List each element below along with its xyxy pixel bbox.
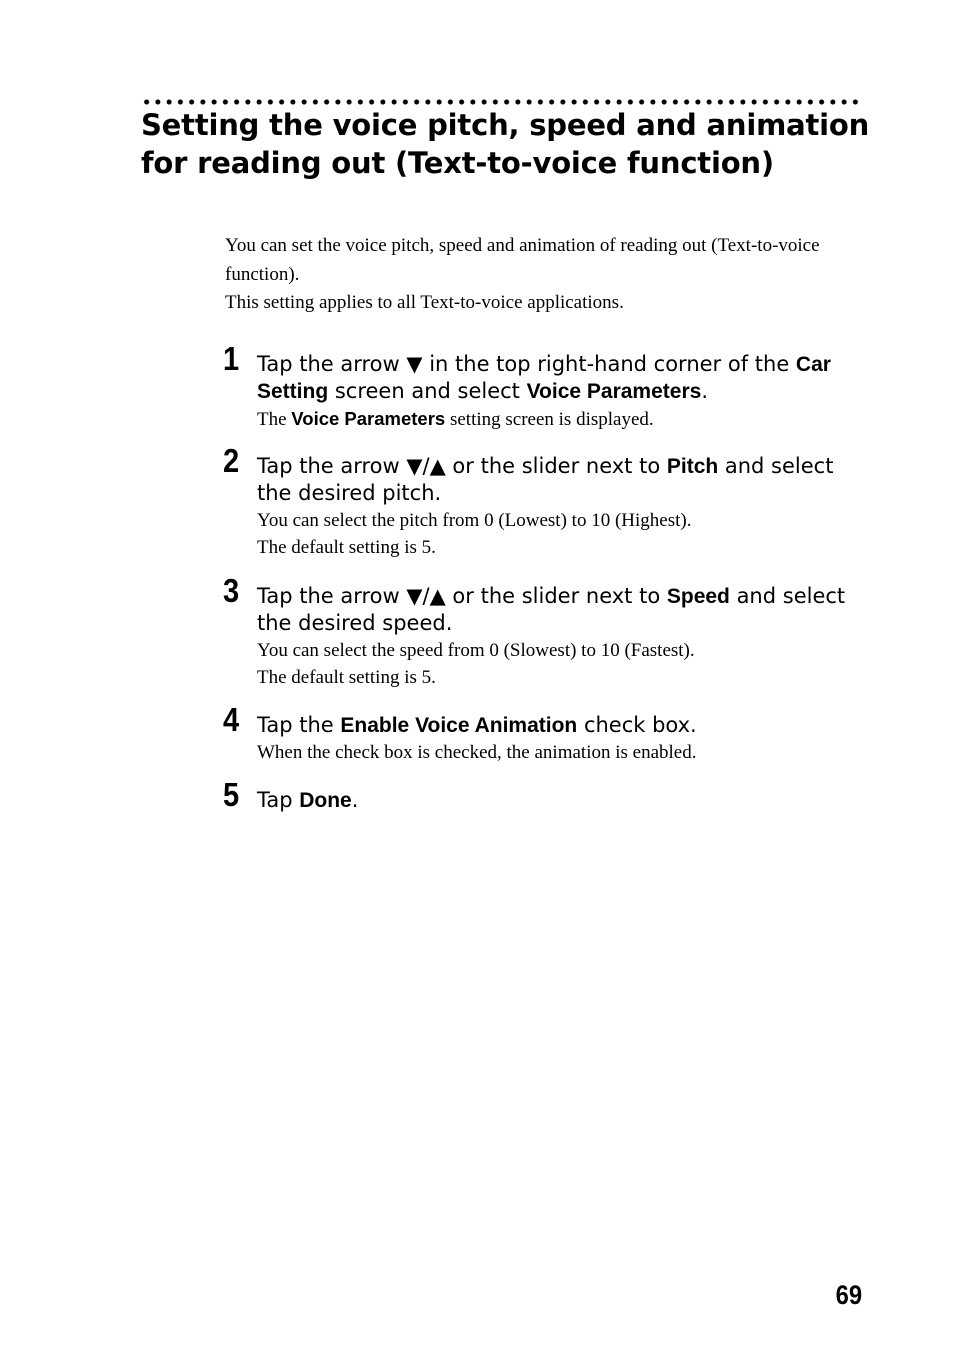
step-note [257,405,867,433]
step-1 [257,351,867,433]
step-3 [257,583,867,691]
step-4 [257,712,867,766]
instruction-text: in the top right-hand corner of the [422,352,796,376]
step-instruction [257,351,867,405]
instruction-text: screen and select [328,379,527,403]
instruction-text: and select the desired speed. [257,584,846,635]
arrow-down-up-icon: ▼/▲ [406,454,446,478]
instruction-text: Tap [257,788,300,812]
step-note: You can select the speed from 0 (Slowest) to 10 (Fastest). [257,640,695,661]
instruction-text: check box. [577,713,697,737]
step-instruction [257,583,867,637]
instruction-text: . [351,788,359,812]
step-number: 2 [223,442,240,479]
instruction-text: Tap the arrow [257,454,407,478]
step-note: The default setting is 5. [257,537,436,558]
enable-voice-animation-label: Enable Voice Animation [340,714,578,737]
car-setting-label: Car Setting [257,353,831,403]
step-number: 4 [223,701,240,738]
step-note: You can select the pitch from 0 (Lowest) to 10 (Highest). [257,510,692,531]
intro-paragraph: You can set the voice pitch, speed and animation of reading out (Text-to-voice function). [225,235,820,285]
instruction-text: Tap the [257,713,341,737]
pitch-label: Pitch [666,455,719,478]
note-text: setting screen is displayed. [445,409,654,430]
step-instruction [257,787,867,814]
voice-parameters-label: Voice Parameters [526,380,702,403]
instruction-text: or the slider next to [445,584,667,608]
arrow-down-icon: ▼ [406,352,423,376]
instruction-text: Tap the arrow [257,352,407,376]
note-text: The [257,409,292,430]
instruction-text: Tap the arrow [257,584,407,608]
step-note: When the check box is checked, the animation is enabled. [257,742,697,763]
intro-paragraph: This setting applies to all Text-to-voice applications. [225,292,624,313]
step-2 [257,453,867,561]
done-label: Done [299,789,352,812]
instruction-text: or the slider next to [445,454,667,478]
section-title: Setting the voice pitch, speed and animation for reading out (Text-to-voice function) [141,108,870,180]
arrow-down-up-icon: ▼/▲ [406,584,446,608]
instruction-text: and select the desired pitch. [257,454,834,505]
step-number: 3 [223,572,240,609]
step-number: 5 [223,776,240,813]
step-instruction [257,453,867,507]
speed-label: Speed [666,585,730,608]
instruction-text: . [701,379,708,403]
intro-text [225,232,875,318]
step-5 [257,787,867,814]
step-number: 1 [223,340,240,377]
page-number: 69 [835,1280,862,1310]
voice-parameters-label: Voice Parameters [291,408,446,429]
step-note: The default setting is 5. [257,667,436,688]
step-instruction [257,712,867,739]
